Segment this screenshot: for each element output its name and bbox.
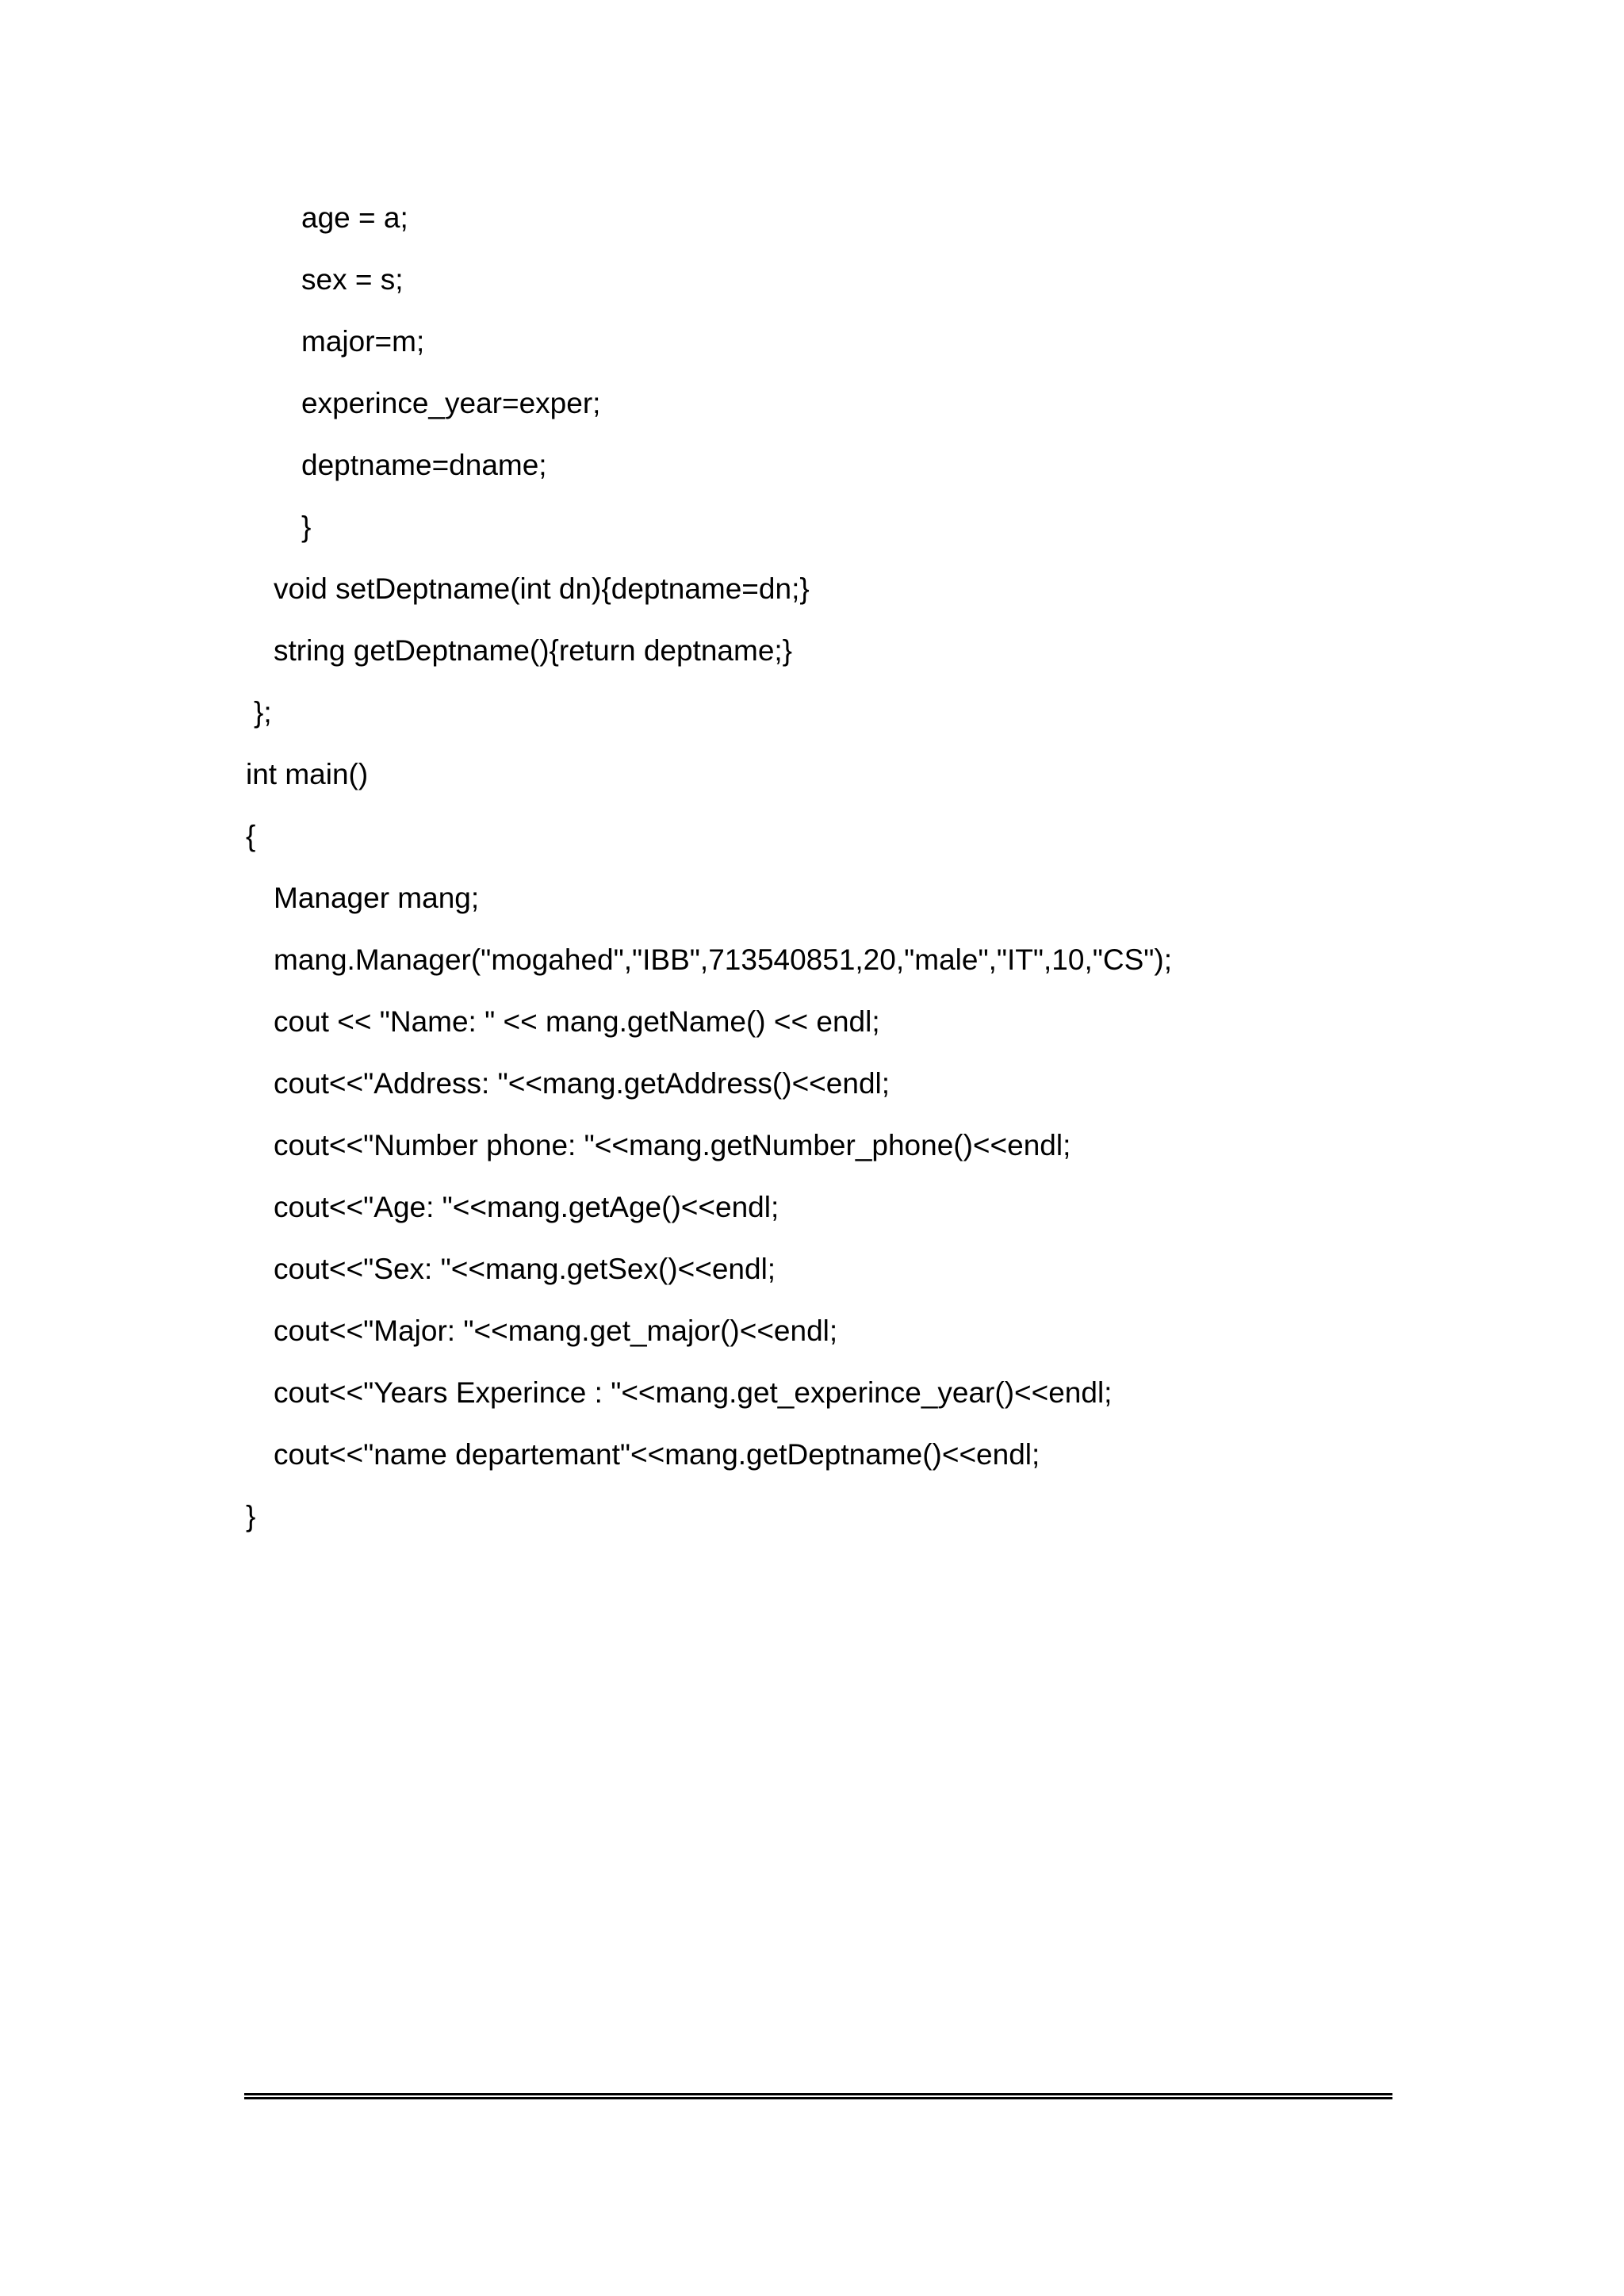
footer-double-rule [244, 2093, 1392, 2099]
code-line: cout<<"Address: "<<mang.getAddress()<<endl; [274, 1067, 891, 1100]
code-line: string getDeptname(){return deptname;} [274, 634, 793, 667]
code-line: sex = s; [301, 263, 404, 296]
code-line: } [301, 511, 312, 543]
code-line: }; [254, 696, 272, 729]
code-line: Manager mang; [274, 882, 480, 914]
code-line: experince_year=exper; [301, 387, 601, 419]
code-line: cout<<"Sex: "<<mang.getSex()<<endl; [274, 1253, 776, 1285]
code-line: age = a; [301, 201, 408, 234]
code-line: cout<<"Age: "<<mang.getAge()<<endl; [274, 1191, 779, 1223]
code-line: cout<<"Years Experince : "<<mang.get_experince_year()<<endl; [274, 1376, 1113, 1409]
code-line: deptname=dname; [301, 449, 547, 481]
code-line: { [246, 820, 256, 852]
code-line: void setDeptname(int dn){deptname=dn;} [274, 572, 810, 605]
code-line: int main() [246, 758, 369, 790]
code-listing [246, 196, 1435, 1556]
code-line: mang.Manager("mogahed","IBB",713540851,20,"male","IT",10,"CS"); [274, 943, 1172, 976]
code-line: cout<<"Major: "<<mang.get_major()<<endl; [274, 1314, 838, 1347]
code-line: major=m; [301, 325, 425, 358]
code-line: cout << "Name: " << mang.getName() << endl; [274, 1005, 880, 1038]
code-line: cout<<"name departemant"<<mang.getDeptname()<<endl; [274, 1438, 1040, 1471]
code-line: cout<<"Number phone: "<<mang.getNumber_phone()<<endl; [274, 1129, 1071, 1161]
code-line: } [246, 1500, 256, 1533]
